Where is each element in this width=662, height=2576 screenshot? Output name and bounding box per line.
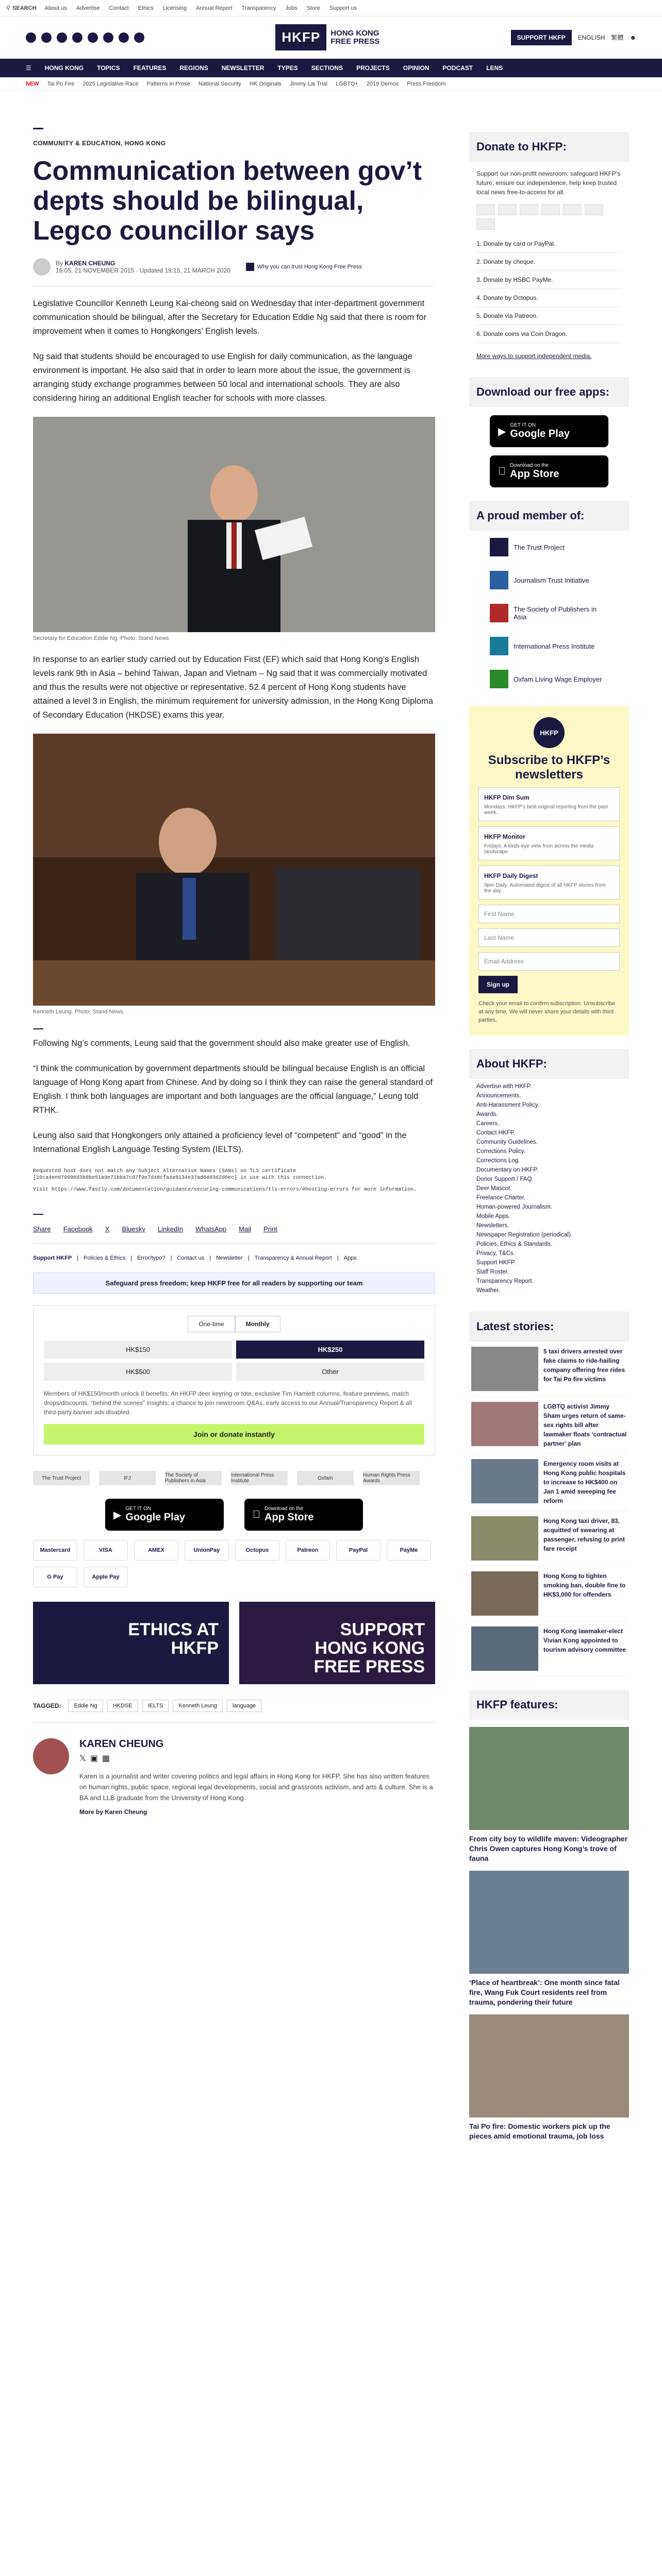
- category-rule: [33, 128, 43, 129]
- utility-link[interactable]: Ethics: [138, 5, 154, 11]
- sopa-icon: [490, 604, 508, 622]
- sidebar-app-store[interactable]: Download on the App Store: [490, 455, 608, 487]
- photo-caption: Secretary for Education Eddie Ng. Photo: Stand News.: [33, 635, 171, 641]
- trending-link[interactable]: Press Freedom: [407, 80, 446, 87]
- embed-error: Requested host does not match any Subject Alternative Names (SANs) on TLS certificate [10ca4ee079996d3b0be51a9e71bba7cd7f9e7d48cfa4a9134e37ad6493d2d0ec] in use with this connection. Visit https://www.fastly.com/documentation/guidance/securing-communications/tls-errors/#hosting-errors for more information.: [33, 1168, 417, 1193]
- ipi-icon: [490, 637, 508, 655]
- author-bio: Karen is a journalist and writer covering politics and legal affairs in Hong Kong for HKFP. She has also written features on human rights, public space, regional legal developments, social and grassroots activism, and arts & culture. She is a BA and LLB graduate from the University of Hong Kong.: [79, 1772, 433, 1802]
- first-name-field[interactable]: First Name: [478, 905, 620, 923]
- footer-link[interactable]: Error/typo?: [137, 1255, 166, 1261]
- about-link[interactable]: Awards.: [476, 1111, 498, 1117]
- language-chinese[interactable]: 繁體: [611, 34, 624, 41]
- amount-option-selected[interactable]: HK$250: [236, 1341, 424, 1359]
- nav-item[interactable]: TOPICS: [97, 64, 120, 72]
- nav-item[interactable]: LENS: [486, 64, 503, 72]
- language-english[interactable]: ENGLISH: [577, 33, 605, 41]
- paragraph: Ng said that students should be encouraged to use English for daily communication, as the language environment is important. He also said that in order to learn more about the issue, the government is arranging study exchange programmes between 50 local and international schools. They are also considering hiring an additional English teacher for schools with more classes.: [33, 352, 412, 403]
- about-links: [469, 1079, 629, 1298]
- about-link[interactable]: Documentary on HKFP.: [476, 1167, 538, 1173]
- partner-logo[interactable]: Oxfam: [297, 1471, 354, 1485]
- newsletter-signup: [469, 706, 629, 1036]
- payment-logo: Patreon: [286, 1540, 330, 1561]
- linkedin-icon[interactable]: [103, 32, 113, 43]
- apple-icon: [253, 1509, 260, 1521]
- article-category[interactable]: COMMUNITY & EDUCATION, HONG KONG: [33, 140, 166, 147]
- donate-method[interactable]: 5. Donate via Patreon.: [476, 307, 622, 325]
- partner-logo[interactable]: Human Rights Press Awards: [363, 1471, 420, 1485]
- nav-item[interactable]: NEWSLETTER: [221, 64, 264, 72]
- payment-logo: [498, 204, 517, 215]
- footer-link[interactable]: Contact us: [177, 1255, 205, 1261]
- story-item[interactable]: Hong Kong taxi driver, 83, acquitted of swearing at passenger, refusing to print fare receipt: [471, 1511, 627, 1566]
- member-logo[interactable]: The Society of Publishers in Asia: [469, 597, 629, 630]
- utility-link[interactable]: Contact: [109, 5, 129, 11]
- latest-heading: Latest stories:: [469, 1312, 629, 1342]
- amount-option[interactable]: Other: [236, 1363, 424, 1381]
- youtube-icon[interactable]: [72, 32, 82, 43]
- share-bar: [33, 1225, 435, 1233]
- about-link[interactable]: Corrections Log.: [476, 1158, 520, 1164]
- author-box: [33, 1738, 435, 1816]
- utility-links: [45, 5, 357, 11]
- about-link[interactable]: Anti-Harassment Policy.: [476, 1102, 539, 1108]
- author-avatar: [33, 258, 51, 276]
- payment-logo: PayPal: [336, 1540, 380, 1561]
- byline: By KAREN CHEUNG 16:05, 21 NOVEMBER 2015 · Updated 19:15, 21 MARCH 2020 Why you can trust Hong Kong Free Press: [33, 258, 435, 276]
- story-item[interactable]: 5 taxi drivers arrested over fake claims to ride-hailing company offering free rides for Tai Po fire victims: [471, 1342, 627, 1397]
- nav-item[interactable]: PODCAST: [442, 64, 473, 72]
- share-label: Share: [33, 1225, 51, 1233]
- donate-method[interactable]: 6. Donate coins via Coin Dragon.: [476, 325, 622, 343]
- donate-method[interactable]: 1. Donate by card or PayPal.: [476, 235, 622, 253]
- donate-heading: Donate to HKFP:: [469, 132, 629, 162]
- play-icon: ▶: [498, 426, 506, 437]
- article-tags: [33, 1700, 435, 1712]
- newsletter-option[interactable]: HKFP Monitor Fridays: A birds-eye view from across the media landscape.: [478, 826, 620, 860]
- ethics-banner[interactable]: ETHICS AT HKFP: [33, 1602, 229, 1684]
- utility-link[interactable]: About us: [44, 5, 67, 11]
- google-play-button[interactable]: ▶ GET IT ON Google Play: [105, 1499, 224, 1531]
- paragraph: Following Ng’s comments, Leung said that the government should also make greater use of English.: [33, 1039, 410, 1048]
- donate-method[interactable]: 2. Donate by cheque.: [476, 253, 622, 271]
- about-heading: About HKFP:: [469, 1049, 629, 1079]
- share-facebook[interactable]: Facebook: [63, 1225, 93, 1233]
- utility-link[interactable]: Annual Report: [196, 5, 233, 11]
- share-bluesky[interactable]: Bluesky: [122, 1225, 145, 1233]
- utility-link[interactable]: Jobs: [285, 5, 297, 11]
- sidebar: [469, 118, 629, 2141]
- share-linkedin[interactable]: LinkedIn: [158, 1225, 184, 1233]
- about-link[interactable]: Mobile Apps.: [476, 1213, 510, 1219]
- divider: [33, 1722, 435, 1723]
- footer-link[interactable]: Newsletter: [216, 1255, 243, 1261]
- sidebar-payment-logos: [469, 204, 629, 230]
- newsletter-badge: HKFP: [534, 717, 565, 748]
- trending-link[interactable]: 2025 Legislative Race: [82, 80, 139, 87]
- article: [33, 118, 435, 1816]
- play-icon: ▶: [113, 1509, 122, 1521]
- story-item[interactable]: Hong Kong to tighten smoking ban, double fine to HK$3,000 for offenders: [471, 1566, 627, 1621]
- divider: [33, 1243, 435, 1244]
- about-link[interactable]: Policies, Ethics & Standards.: [476, 1241, 553, 1247]
- payment-methods: [33, 1540, 435, 1587]
- nav-item[interactable]: FEATURES: [133, 64, 167, 72]
- new-label: NEW: [26, 80, 39, 87]
- donate-text: Support our non-profit newsroom: safeguard HKFP’s future, ensure our independence, help keep trusted local news free-to-access for all.: [476, 170, 621, 196]
- photo-kenneth-leung: [33, 734, 435, 1006]
- frequency-toggle: [44, 1316, 424, 1332]
- nav-item[interactable]: REGIONS: [179, 64, 208, 72]
- donate-method[interactable]: 3. Donate by HSBC PayMe.: [476, 271, 622, 289]
- tag[interactable]: Kenneth Leung: [173, 1700, 223, 1712]
- about-link[interactable]: Transparency Report.: [476, 1278, 534, 1284]
- nav-item[interactable]: TYPES: [277, 64, 298, 72]
- donate-method[interactable]: 4. Donate by Octopus.: [476, 289, 622, 307]
- photo-eddie-ng: [33, 417, 435, 632]
- search-toggle[interactable]: ⚲ SEARCH: [6, 5, 37, 11]
- story-thumbnail: [471, 1516, 538, 1561]
- feature-item[interactable]: From city boy to wildlife maven: Videographer Chris Owen captures Hong Kong’s trove of fauna: [469, 1727, 629, 1863]
- amount-option[interactable]: HK$150: [44, 1341, 232, 1359]
- email-field[interactable]: Email Address: [478, 952, 620, 971]
- utility-link[interactable]: Advertise: [76, 5, 100, 11]
- photo-caption: Kenneth Leung. Photo: Stand News.: [33, 1009, 125, 1015]
- feature-image: [469, 2014, 629, 2117]
- partner-logo[interactable]: The Trust Project: [33, 1471, 90, 1485]
- tag[interactable]: Eddie Ng: [68, 1700, 103, 1712]
- utility-link[interactable]: Transparency: [241, 5, 276, 11]
- app-buttons: [33, 1499, 435, 1531]
- newsletter-option[interactable]: HKFP Daily Digest 9pm Daily: Automated digest of all HKFP stories from the day.: [478, 866, 620, 900]
- newsletter-option[interactable]: HKFP Dim Sum Mondays: HKFP’s best original reporting from the past week.: [478, 787, 620, 821]
- support-hkfp-button[interactable]: SUPPORT HKFP: [511, 30, 572, 45]
- story-thumbnail: [471, 1402, 538, 1446]
- about-link[interactable]: Community Guidelines.: [476, 1139, 538, 1145]
- latest-stories: [469, 1342, 629, 1676]
- nav-item[interactable]: OPINION: [403, 64, 429, 72]
- footer-link[interactable]: Support HKFP: [33, 1255, 72, 1261]
- nav-item[interactable]: HONG KONG: [44, 64, 84, 72]
- about-link[interactable]: Deer Mascot.: [476, 1185, 512, 1192]
- share-mail[interactable]: Mail: [239, 1225, 251, 1233]
- payment-logo: [476, 218, 495, 230]
- member-logo[interactable]: Oxfam Living Wage Employer: [469, 663, 629, 696]
- author-social: [79, 1753, 435, 1764]
- trending-link[interactable]: HK Originals: [250, 80, 282, 87]
- app-store-button[interactable]: Download on the App Store: [244, 1499, 363, 1531]
- logo-mark: HKFP: [275, 24, 326, 50]
- partner-logo[interactable]: IFJ: [99, 1471, 156, 1485]
- payment-logo: UnionPay: [185, 1540, 229, 1561]
- social-icons: [26, 32, 144, 43]
- story-item[interactable]: Emergency room visits at Hong Kong public hospitals to increase to HK$400 on Jan 1 amid sweeping fee reform: [471, 1454, 627, 1511]
- logo-wordmark: HONG KONG FREE PRESS: [330, 28, 380, 46]
- about-link[interactable]: Newspaper Registration (periodical).: [476, 1232, 572, 1238]
- trending-link[interactable]: National Security: [198, 80, 242, 87]
- instagram-icon[interactable]: ▣: [90, 1754, 98, 1763]
- partner-logo[interactable]: The Society of Publishers in Asia: [165, 1471, 222, 1485]
- header-actions: [511, 30, 636, 45]
- about-link[interactable]: Newsletters.: [476, 1223, 509, 1229]
- trending-link[interactable]: LGBTQ+: [336, 80, 358, 87]
- about-link[interactable]: Careers.: [476, 1121, 500, 1127]
- story-item[interactable]: LGBTQ activist Jimmy Sham urges return of same-sex rights bill after lawmaker floats ‘contractual partner’ plan: [471, 1397, 627, 1454]
- member-logo[interactable]: Journalism Trust Initiative: [469, 564, 629, 597]
- donate-methods: [469, 230, 629, 348]
- about-link[interactable]: Privacy, T&Cs.: [476, 1250, 515, 1257]
- about-link[interactable]: Freelance Charter.: [476, 1195, 526, 1201]
- nav-item[interactable]: SECTIONS: [311, 64, 343, 72]
- article-headline: Communication between gov’t depts should be bilingual, Legco councillor says: [33, 156, 422, 246]
- trending-link[interactable]: 2019 Demos: [366, 80, 399, 87]
- menu-icon[interactable]: ☰: [26, 64, 31, 72]
- nav-item[interactable]: PROJECTS: [356, 64, 390, 72]
- story-thumbnail: [471, 1571, 538, 1616]
- paragraph: Legislative Councillor Kenneth Leung Kai-cheong said on Wednesday that inter-department government communication should be bilingual, after the Secretary for Education Eddie Ng said that there is room for improvement when it comes to Hongkongers’ English levels.: [33, 299, 427, 336]
- member-heading: A proud member of:: [469, 501, 629, 531]
- trust-project-icon: [490, 538, 508, 556]
- payment-logo: Mastercard: [33, 1540, 77, 1561]
- about-link[interactable]: Weather.: [476, 1287, 500, 1294]
- tag[interactable]: language: [227, 1700, 261, 1712]
- rss-icon[interactable]: [134, 32, 144, 43]
- footer-links: Support HKFP | Policies & Ethics | Error/typo? | Contact us | Newsletter | Transparency & Annual Report | Apps: [33, 1255, 357, 1261]
- more-by-author-link[interactable]: More by Karen Cheung: [79, 1808, 147, 1816]
- story-thumbnail: [471, 1347, 538, 1391]
- apps-heading: Download our free apps:: [469, 377, 629, 407]
- payment-logo: [563, 204, 582, 215]
- trending-link[interactable]: Tai Po Fire: [47, 80, 75, 87]
- threads-icon[interactable]: [88, 32, 98, 43]
- article-photo: [33, 417, 435, 632]
- trending-link[interactable]: Patterns in Prose: [146, 80, 190, 87]
- donate-blurb: Members of HK$150/month unlock 8 benefits: An HKFP deer keyring or tote, exclusive Tim Hamlett columns, feature previews, match drops/discounts, “behind the scenes” insights; a chance to join newsroom Q&As, early access to our Annual/Transparency Report & all third-party banner ads disabled.: [44, 1390, 412, 1416]
- ad-rule: [33, 1028, 43, 1029]
- footer-link[interactable]: Transparency & Annual Report: [254, 1255, 332, 1261]
- utility-link[interactable]: Store: [306, 5, 320, 11]
- payment-logo: [585, 204, 603, 215]
- story-thumbnail: [471, 1459, 538, 1503]
- top-utility-bar: [0, 0, 662, 16]
- payment-logo: Octopus: [235, 1540, 279, 1561]
- site-logo[interactable]: [275, 24, 379, 50]
- author-name[interactable]: KAREN CHEUNG: [79, 1738, 164, 1750]
- payment-logo: [520, 204, 538, 215]
- utility-link[interactable]: Support us: [329, 5, 357, 11]
- about-link[interactable]: Announcements.: [476, 1093, 521, 1099]
- partner-logos: [33, 1471, 435, 1485]
- instagram-icon[interactable]: [57, 32, 67, 43]
- payment-logo: [541, 204, 560, 215]
- trust-link[interactable]: Why you can trust Hong Kong Free Press: [246, 263, 362, 271]
- amount-option[interactable]: HK$500: [44, 1363, 232, 1381]
- story-thumbnail: [471, 1626, 538, 1671]
- article-photo: [33, 734, 435, 1006]
- trending-link[interactable]: Jimmy Lai Trial: [289, 80, 328, 87]
- footer-link[interactable]: Policies & Ethics: [84, 1255, 126, 1261]
- sidebar-google-play[interactable]: ▶ GET IT ON Google Play: [490, 415, 608, 447]
- about-link[interactable]: Human-powered Journalism.: [476, 1204, 553, 1210]
- feature-image: [469, 1727, 629, 1830]
- tag[interactable]: HKDSE: [107, 1700, 138, 1712]
- share-whatsapp[interactable]: WhatsApp: [195, 1225, 227, 1233]
- share-print[interactable]: Print: [263, 1225, 277, 1233]
- payment-logo: PayMe: [387, 1540, 431, 1561]
- partner-logo[interactable]: International Press Institute: [231, 1471, 288, 1485]
- features-heading: HKFP features:: [469, 1690, 629, 1720]
- feature-item[interactable]: Tai Po fire: Domestic workers pick up the pieces amid emotional trauma, job loss: [469, 2014, 629, 2141]
- trust-project-icon: [246, 263, 254, 271]
- join-donate-button[interactable]: Join or donate instantly: [44, 1424, 424, 1445]
- x-icon[interactable]: [41, 32, 52, 43]
- member-logo[interactable]: International Press Institute: [469, 630, 629, 663]
- monthly-option[interactable]: Monthly: [235, 1316, 280, 1332]
- about-link[interactable]: Donor Support / FAQ.: [476, 1176, 534, 1182]
- member-logo[interactable]: The Trust Project: [469, 531, 629, 564]
- newsletter-note: Check your email to confirm subscription. Unsubscribe at any time. We will never share your details with third parties.: [478, 1001, 616, 1023]
- paragraph: Leung also said that Hongkongers only attained a proficiency level of “competent” and “good” in the International English Language Testing System (IELTS).: [33, 1131, 407, 1154]
- last-name-field[interactable]: Last Name: [478, 928, 620, 947]
- brand-header: [0, 16, 662, 59]
- telegram-icon[interactable]: [119, 32, 129, 43]
- about-link[interactable]: Staff Roster.: [476, 1269, 509, 1275]
- author-photo: [33, 1738, 69, 1774]
- jti-icon: [490, 571, 508, 589]
- tags-label: TAGGED:: [33, 1702, 61, 1709]
- author-link[interactable]: KAREN CHEUNG: [64, 260, 115, 267]
- payment-logo: VISA: [84, 1540, 128, 1561]
- main-navigation: [0, 59, 662, 77]
- x-icon[interactable]: 𝕏: [79, 1754, 86, 1763]
- linkedin-icon[interactable]: ▦: [102, 1754, 110, 1763]
- about-link[interactable]: Advertise with HKFP.: [476, 1083, 532, 1090]
- about-link[interactable]: Corrections Policy.: [476, 1148, 526, 1155]
- paragraph: “I think the communication by government departments should be bilingual because English is an official language of Hong Kong apart from Chinese. And by doing so I think they can raise the general standard of English. I think both languages are important and both languages are the official language,” Leung told RTHK.: [33, 1064, 433, 1115]
- share-x[interactable]: X: [105, 1225, 110, 1233]
- amount-options: [44, 1341, 424, 1381]
- support-banner-image[interactable]: SUPPORT HONG KONG FREE PRESS: [239, 1602, 435, 1684]
- share-rule: [33, 1214, 43, 1215]
- user-icon[interactable]: ☻: [630, 33, 636, 41]
- utility-link[interactable]: Licensing: [162, 5, 187, 11]
- feature-image: [469, 1871, 629, 1974]
- facebook-icon[interactable]: [26, 32, 36, 43]
- oxfam-icon: [490, 670, 508, 688]
- paragraph: In response to an earlier study carried out by Education First (EF) which said that Hong Kong’s English levels rank 9th in Asia – behind Taiwan, Japan and Vietnam – Ng said that it was commercially motivated and thus the results were not objective or representative. 52.4 percent of Hong Kong students have attained a level 3 in English, the minimum requirement for university admission, in the Hong Kong Diploma of Secondary Education (HKDSE) exams this year.: [33, 655, 433, 720]
- footer-link[interactable]: Apps: [343, 1255, 357, 1261]
- about-link[interactable]: Contact HKFP.: [476, 1130, 516, 1136]
- story-item[interactable]: Hong Kong lawmaker-elect Vivian Kong appointed to tourism advisory committee: [471, 1621, 627, 1676]
- search-icon: ⚲: [6, 5, 11, 11]
- support-banner[interactable]: Safeguard press freedom; keep HKFP free for all readers by supporting our team: [33, 1273, 435, 1294]
- promo-banners: [33, 1602, 435, 1684]
- article-dates: 16:05, 21 NOVEMBER 2015 · Updated 19:15, 21 MARCH 2020: [56, 267, 230, 274]
- newsletter-title: Subscribe to HKFP’s newsletters: [488, 753, 610, 782]
- tag[interactable]: IELTS: [142, 1700, 169, 1712]
- payment-logo: AMEX: [134, 1540, 178, 1561]
- one-time-option[interactable]: One-time: [188, 1316, 235, 1332]
- more-ways-link[interactable]: More ways to support independent media.: [476, 352, 592, 360]
- donate-widget: [33, 1305, 435, 1455]
- signup-button[interactable]: Sign up: [478, 976, 518, 993]
- apple-icon: [498, 466, 506, 478]
- feature-item[interactable]: ‘Place of heartbreak’: One month since fatal fire, Wang Fuk Court residents reel from trauma, pondering their future: [469, 1871, 629, 2007]
- trending-nav: [0, 77, 662, 91]
- payment-logo: [476, 204, 495, 215]
- about-link[interactable]: Support HKFP.: [476, 1260, 516, 1266]
- payment-logo: G Pay: [33, 1567, 77, 1587]
- payment-logo: Apple Pay: [84, 1567, 128, 1587]
